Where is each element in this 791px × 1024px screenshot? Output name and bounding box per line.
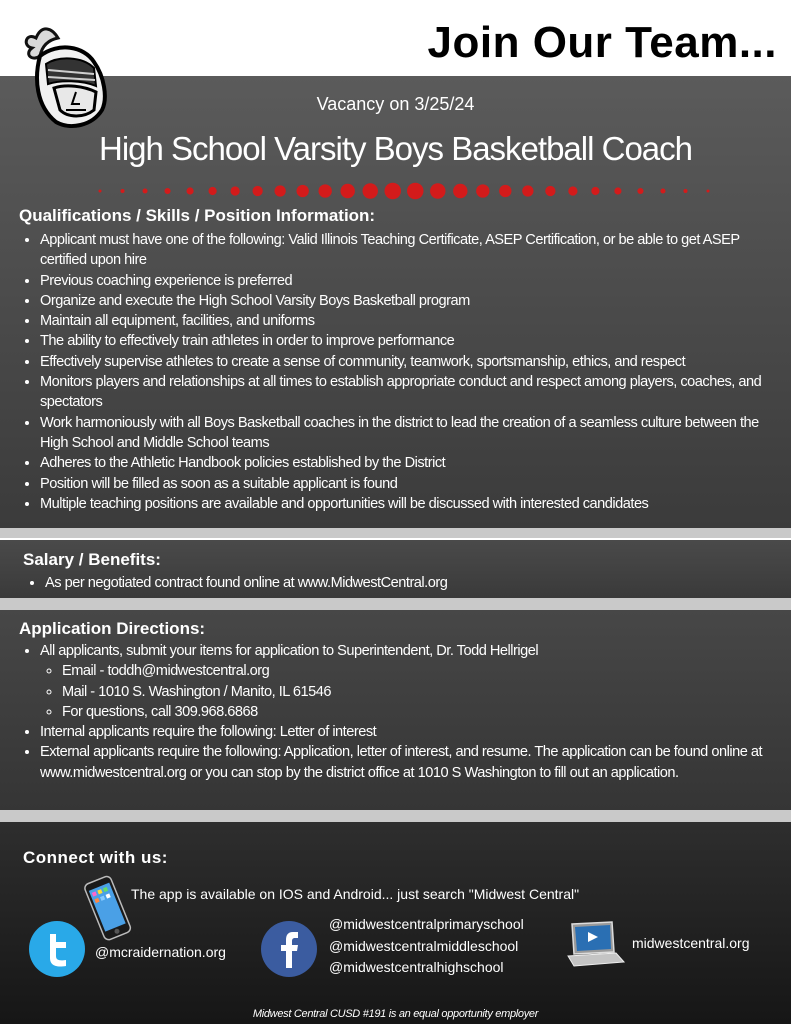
red-dot [341, 184, 355, 198]
red-dot [430, 183, 445, 198]
twitter-handle[interactable]: @mcraidernation.org [95, 944, 226, 960]
vacancy-date: Vacancy on 3/25/24 [316, 94, 475, 114]
application-list [20, 641, 776, 783]
application-heading: Application Directions: [19, 619, 206, 638]
salary-heading: Salary / Benefits: [23, 550, 161, 569]
position-title: High School Varsity Boys Basketball Coach [98, 130, 693, 167]
red-dot [99, 190, 102, 193]
phone-icon [82, 874, 134, 944]
qualifications-list [20, 230, 776, 514]
header [0, 0, 791, 76]
red-dot [453, 184, 467, 198]
list-item: • Organize and execute the High School Varsity Boys Basketball program [40, 291, 776, 311]
facebook-handles [329, 914, 524, 979]
red-dot [209, 187, 217, 195]
website-link[interactable]: midwestcentral.org [632, 935, 750, 951]
red-dot [545, 186, 555, 196]
list-item: • Monitors players and relationships at all times to establish appropriate conduct and respect among players, coaches, and spectators [40, 372, 776, 413]
section-divider [0, 810, 791, 822]
red-dot [275, 185, 286, 196]
red-dot [683, 189, 687, 193]
red-dot [614, 187, 621, 194]
red-dot [143, 188, 148, 193]
list-item: • The ability to effectively train athletes in order to improve performance [40, 331, 776, 351]
salary-list [25, 573, 447, 593]
facebook-icon[interactable] [260, 920, 318, 978]
connect-panel [0, 822, 791, 1024]
red-dot [297, 185, 309, 197]
facebook-handle-middle[interactable]: @midwestcentralmiddleschool [329, 937, 519, 954]
list-item: • Work harmoniously with all Boys Basketball coaches in the district to lead the creation of a seamless culture between the High School and Middle School teams [40, 413, 776, 454]
red-dot [253, 186, 263, 196]
facebook-handle-high[interactable]: @midwestcentralhighschool [329, 959, 504, 975]
list-item: • Effectively supervise athletes to create a sense of community, teamwork, sportsmanship, ethics, and respect [40, 352, 776, 372]
list-item: • As per negotiated contract found online at www.MidwestCentral.org [45, 573, 447, 593]
vacancy-panel [0, 76, 791, 528]
red-dot [637, 188, 643, 194]
red-dot [121, 189, 125, 193]
contact-mail: ◦ Mail - 1010 S. Washington / Manito, IL 61546 [62, 682, 776, 702]
page-title: Join Our Team... [427, 18, 777, 67]
red-dot [165, 188, 171, 194]
red-dot-divider [0, 180, 791, 202]
knight-logo-icon [18, 18, 108, 130]
red-dot [476, 184, 489, 197]
list-item: • Internal applicants require the following: Letter of interest [40, 722, 776, 742]
footer-note: Midwest Central CUSD #191 is an equal opportunity employer [252, 1008, 539, 1020]
app-note: The app is available on IOS and Android... just search "Midwest Central" [131, 886, 580, 902]
red-dot [660, 188, 665, 193]
red-dot [187, 187, 194, 194]
laptop-icon [566, 920, 626, 970]
connect-heading: Connect with us: [23, 848, 168, 867]
list-item: • Multiple teaching positions are available and opportunities will be discussed with interested candidates [40, 494, 776, 514]
red-dot [407, 183, 423, 199]
list-item: • External applicants require the following: Application, letter of interest, and resume. The application can be found online at www.midwestcentral.org or you can stop by the district office at 1010 S Washington to fill out an application. [40, 742, 776, 783]
section-divider [0, 598, 791, 610]
list-item: • Previous coaching experience is preferred [40, 271, 776, 291]
section-divider [0, 528, 791, 538]
facebook-handle-primary[interactable]: @midwestcentralprimaryschool [329, 916, 524, 932]
list-item: • Adheres to the Athletic Handbook policies established by the District [40, 453, 776, 473]
red-dot [385, 183, 401, 199]
red-dot [591, 187, 599, 195]
red-dot [499, 185, 511, 197]
application-panel [0, 610, 791, 810]
list-item: • Position will be filled as soon as a suitable applicant is found [40, 474, 776, 494]
red-dot [707, 190, 710, 193]
list-item: • Maintain all equipment, facilities, and uniforms [40, 311, 776, 331]
red-dot [363, 183, 378, 198]
red-dot [522, 185, 533, 196]
twitter-icon[interactable] [28, 920, 86, 978]
contact-phone: ◦ For questions, call 309.968.6868 [62, 702, 776, 722]
list-item [40, 641, 776, 722]
list-item: • Applicant must have one of the following: Valid Illinois Teaching Certificate, ASEP Certification, or be able to get ASEP certified upon hire [40, 230, 776, 271]
red-dot [319, 184, 332, 197]
salary-panel [0, 540, 791, 598]
qualifications-heading: Qualifications / Skills / Position Information: [19, 206, 376, 225]
application-intro: All applicants, submit your items for application to Superintendent, Dr. Todd Hellrigel [40, 643, 539, 659]
red-dot [231, 186, 240, 195]
red-dot [568, 186, 577, 195]
contact-email: ◦ Email - toddh@midwestcentral.org [62, 661, 776, 681]
contact-sublist [40, 661, 776, 722]
